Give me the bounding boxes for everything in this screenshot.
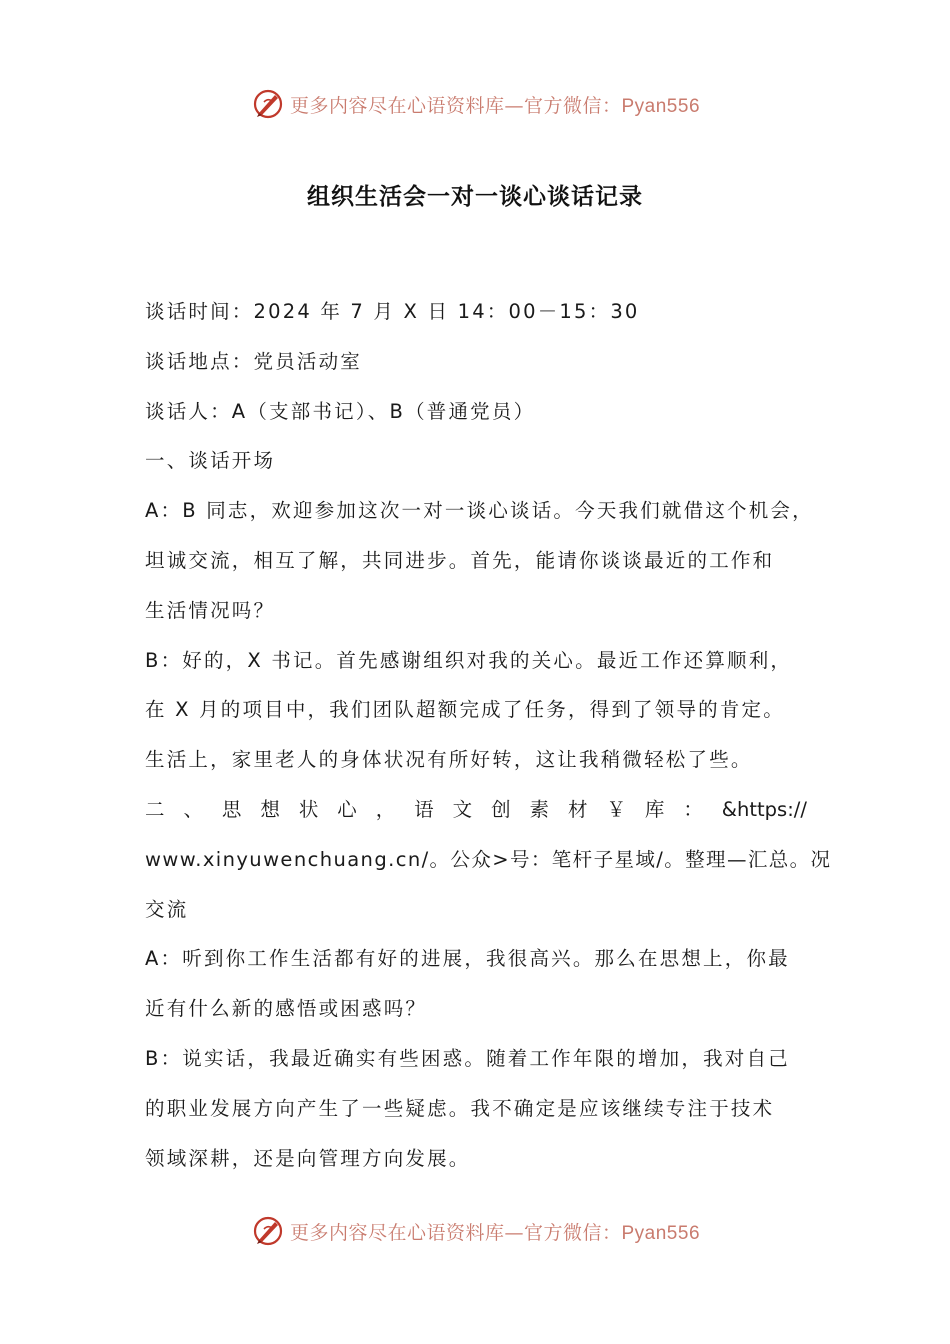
document-title: 组织生活会一对一谈心谈话记录: [307, 184, 643, 210]
spread-char: ￥: [606, 797, 626, 821]
section-heading-spread: [145, 792, 807, 842]
spread-url: &https://: [721, 797, 807, 821]
document-body: [145, 294, 832, 1190]
paragraph-line: 近有什么新的感悟或困惑吗？: [145, 997, 428, 1021]
paragraph-line: 的职业发展方向产生了一些疑虑。我不确定是应该继续专注于技术: [145, 1096, 775, 1120]
spread-char: 创: [491, 797, 511, 821]
spread-char: 素: [529, 797, 550, 821]
spread-char: ：: [683, 797, 703, 821]
paragraph-line: 领域深耕，还是向管理方向发展。: [145, 1146, 471, 1170]
paragraph-line: 谈话地点：党员活动室: [145, 349, 363, 373]
spread-char: 想: [260, 797, 280, 821]
spread-char: 文: [452, 797, 473, 821]
wechat-id: Pyan556: [621, 1222, 701, 1244]
paragraph-line: 生活上，家里老人的身体状况有所好转，这让我稍微轻松了些。: [145, 748, 753, 772]
spread-char: 思: [221, 797, 242, 821]
spread-char: 库: [644, 797, 665, 821]
banner-text: 更多内容尽在心语资料库—官方微信：Pyan556: [289, 1221, 701, 1244]
paragraph-line: www.xinyuwenchuang.cn/。公众>号：笔杆子星域/。整理—汇总。况: [145, 847, 832, 871]
spread-char: 语: [414, 797, 434, 821]
header-watermark-banner: [0, 84, 950, 124]
paragraph-line: 谈话人：A（支部书记）、B（普通党员）: [145, 399, 536, 423]
paragraph-line: B：说实话，我最近确实有些困惑。随着工作年限的增加，我对自己: [145, 1046, 790, 1070]
footer-watermark-banner: [0, 1211, 950, 1251]
paragraph-line: A：听到你工作生活都有好的进展，我很高兴。那么在思想上，你最: [145, 947, 790, 971]
paragraph-line: 谈话时间：2024 年 7 月 X 日 14：00－15：30: [145, 300, 640, 323]
spread-char: ，: [375, 797, 396, 821]
paragraph-line: A：B 同志，欢迎参加这次一对一谈心谈话。今天我们就借这个机会，: [145, 499, 814, 523]
pen-logo-icon: [250, 1213, 286, 1249]
spread-char: 材: [567, 797, 588, 821]
wechat-id: Pyan556: [621, 95, 701, 117]
spread-char: 、: [183, 797, 203, 821]
spread-char: 心: [337, 797, 357, 821]
pen-logo-icon: [250, 86, 286, 122]
spread-char: 状: [298, 797, 319, 821]
paragraph-line: 坦诚交流，相互了解，共同进步。首先，能请你谈谈最近的工作和: [145, 548, 775, 572]
section-heading: 一、谈话开场: [145, 449, 276, 473]
paragraph-line: 生活情况吗？: [145, 598, 276, 622]
paragraph-line: B：好的，X 书记。首先感谢组织对我的关心。最近工作还算顺利，: [145, 648, 793, 672]
paragraph-line: 交流: [145, 897, 189, 921]
spread-char: 二: [145, 797, 165, 821]
paragraph-line: 在 X 月的项目中，我们团队超额完成了任务，得到了领导的肯定。: [145, 698, 785, 722]
banner-text: 更多内容尽在心语资料库—官方微信：Pyan556: [289, 94, 701, 117]
